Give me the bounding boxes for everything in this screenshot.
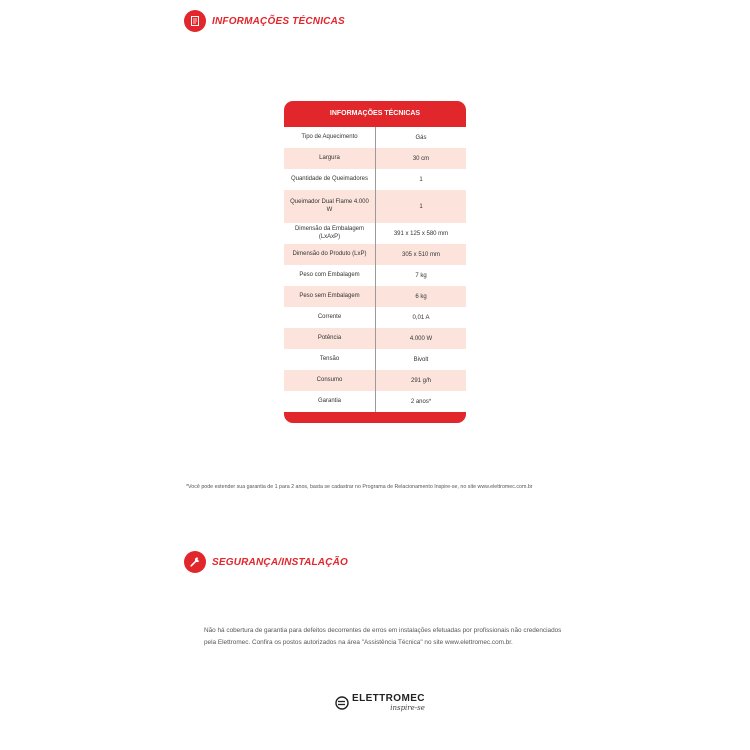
spec-row	[284, 307, 466, 328]
warranty-footnote: *Você pode estender sua garantia de 1 para 2 anos, basta se cadastrar no Programa de Relacionamento Inspire-se, no site www.elettromec.com.br	[186, 484, 533, 490]
spec-value: Gás	[415, 134, 427, 141]
spec-value: Bivolt	[413, 356, 429, 363]
spec-value: 1	[419, 203, 423, 210]
spec-row	[284, 328, 466, 349]
spec-row	[284, 349, 466, 370]
spec-label: Queimador Dual Flame 4.000 W	[284, 190, 376, 223]
elettromec-logo-icon	[335, 696, 349, 710]
spec-value: 2 anos*	[410, 398, 432, 405]
spec-row	[284, 148, 466, 169]
spec-value: 1	[419, 176, 423, 183]
spec-label: Tipo de Aquecimento	[284, 127, 376, 148]
spec-row	[284, 286, 466, 307]
section-title-info: INFORMAÇÕES TÉCNICAS	[212, 15, 345, 27]
spec-table-header: INFORMAÇÕES TÉCNICAS	[284, 101, 466, 127]
spec-value: 305 x 510 mm	[401, 251, 441, 258]
spec-row	[284, 265, 466, 286]
section-title-seguranca: SEGURANÇA/INSTALAÇÃO	[212, 556, 349, 568]
spec-label: Garantia	[284, 391, 376, 412]
spec-value: 30 cm	[412, 155, 430, 162]
spec-value: 0,01 A	[412, 314, 430, 321]
spec-value: 391 x 125 x 580 mm	[393, 230, 449, 237]
spec-row	[284, 391, 466, 412]
spec-label: Largura	[284, 148, 376, 169]
spec-label: Corrente	[284, 307, 376, 328]
elettromec-logo	[335, 694, 425, 712]
spec-value: 7 kg	[415, 272, 427, 279]
spec-row	[284, 190, 466, 223]
section-header-info	[184, 10, 345, 32]
spec-row	[284, 169, 466, 190]
logo-brand: ELETTROMEC	[352, 693, 425, 704]
spec-row	[284, 370, 466, 391]
spec-table	[284, 101, 466, 423]
spec-row	[284, 244, 466, 265]
spec-label: Potência	[284, 328, 376, 349]
spec-label: Quantidade de Queimadores	[284, 169, 376, 190]
spec-table-body	[284, 127, 466, 412]
spec-label: Tensão	[284, 349, 376, 370]
logo-tagline: inspire-se	[390, 704, 425, 712]
spec-row	[284, 127, 466, 148]
section-header-seguranca	[184, 551, 348, 573]
spec-label: Dimensão do Produto (LxP)	[284, 244, 376, 265]
spec-value: 4.000 W	[409, 335, 433, 342]
spec-label: Consumo	[284, 370, 376, 391]
spec-value: 291 g/h	[410, 377, 432, 384]
spec-table-footer	[284, 412, 466, 423]
installation-notice: Não há cobertura de garantia para defeitos decorrentes de erros em instalações efetuadas por profissionais não credenciados pela Elettromec. Confira os postos autorizados na área "Assistência Técnica" no site www.elettromec.com.br.	[204, 627, 562, 646]
spec-row	[284, 223, 466, 244]
spec-label: Peso com Embalagem	[284, 265, 376, 286]
document-icon	[184, 10, 206, 32]
spec-label: Peso sem Embalagem	[284, 286, 376, 307]
spec-label: Dimensão da Embalagem (LxAxP)	[284, 223, 376, 244]
spec-value: 6 kg	[415, 293, 427, 300]
wrench-icon	[184, 551, 206, 573]
